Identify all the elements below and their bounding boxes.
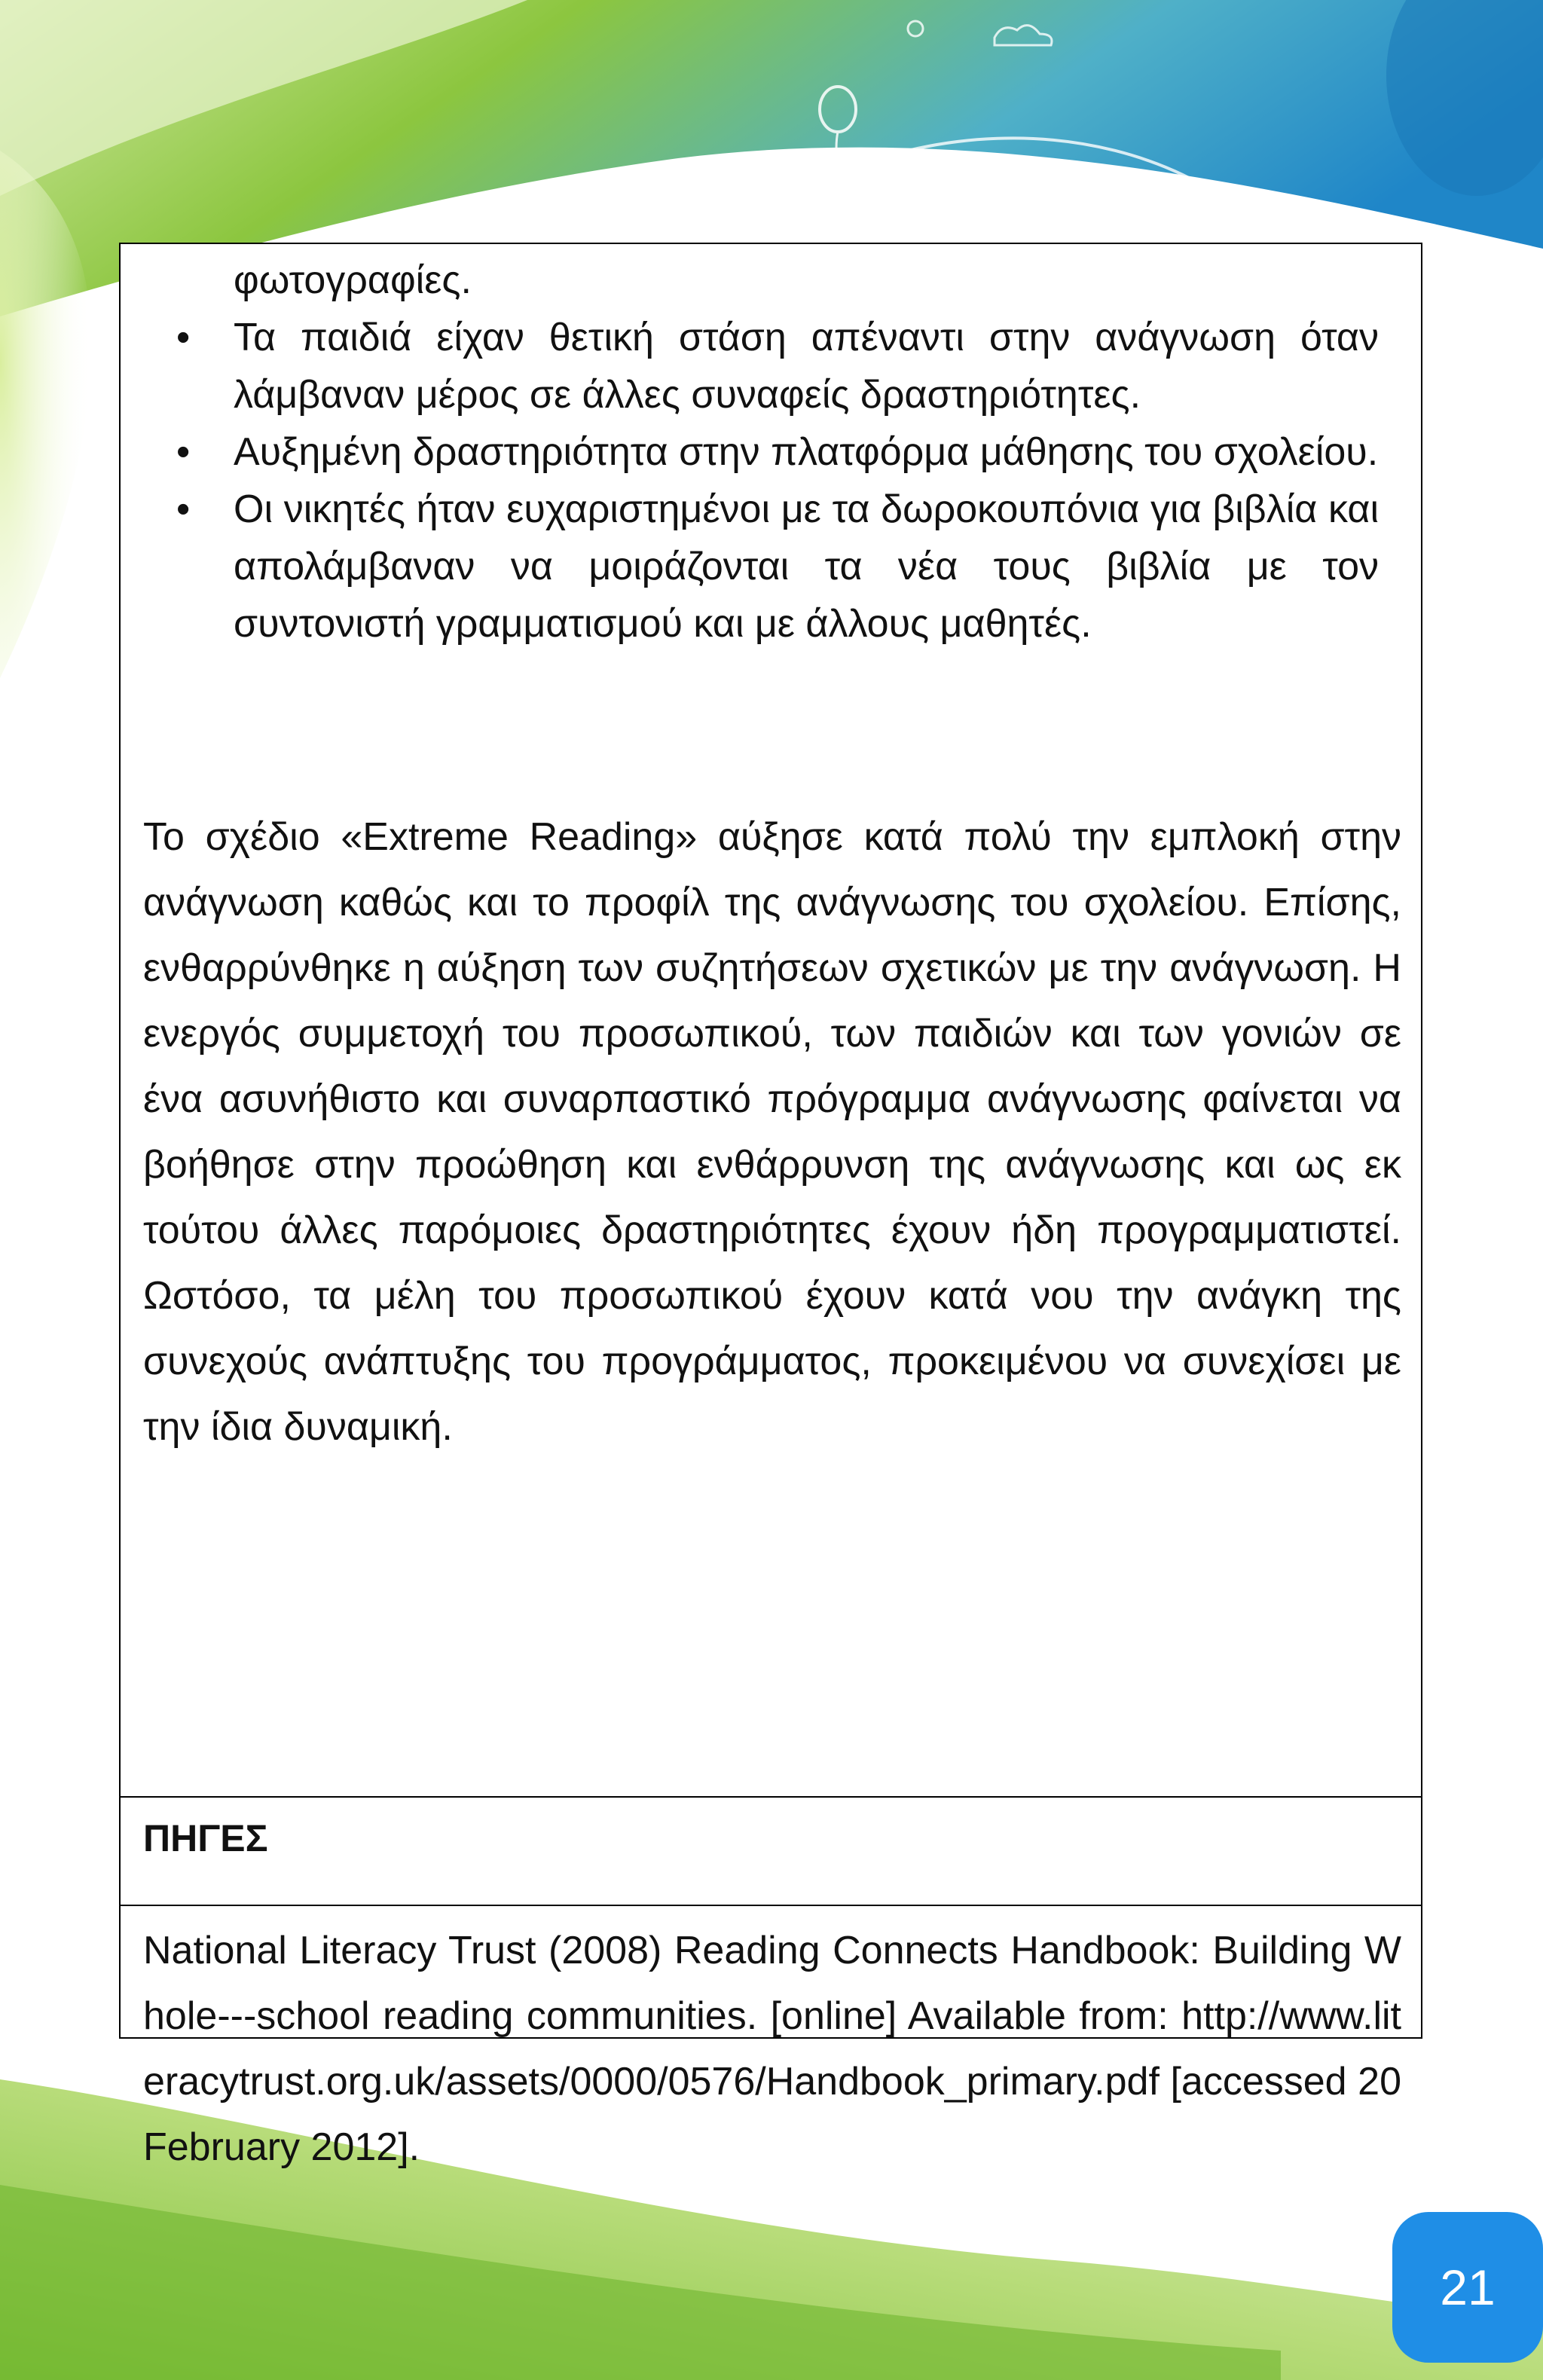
sources-heading: ΠΗΓΕΣ bbox=[143, 1817, 268, 1859]
bullet-list bbox=[166, 252, 1379, 652]
list-item: • Αυξημένη δραστηριότητα στην πλατφόρμα μάθησης του σχολείου. bbox=[166, 423, 1379, 481]
list-item: • Τα παιδιά είχαν θετική στάση απέναντι στην ανάγνωση όταν λάμβαναν μέρος σε άλλες συναφείς δραστηριότητες. bbox=[166, 309, 1379, 423]
reference-text: National Literacy Trust (2008) Reading Connects Handbook: Building Whole---school reading communities. [online] Available from: http://www.literacytrust.org.uk/assets/0000/0576/Handbook_primary.pdf [accessed 20 February 2012]. bbox=[143, 1929, 1401, 2169]
section-divider bbox=[121, 1796, 1421, 1798]
page-number-badge bbox=[1392, 2212, 1543, 2363]
list-item: φωτογραφίες. bbox=[234, 258, 472, 302]
section-divider bbox=[121, 1905, 1421, 1906]
list-item: • Οι νικητές ήταν ευχαριστημένοι με τα δωροκουπόνια για βιβλία και απολάμβαναν να μοιράζονται τα νέα τους βιβλία με τον συντονιστή γραμματισμού και με άλλους μαθητές. bbox=[166, 481, 1379, 652]
body-paragraph: Το σχέδιο «Extreme Reading» αύξησε κατά πολύ την εμπλοκή στην ανάγνωση καθώς και το προφίλ της ανάγνωσης του σχολείου. Επίσης, ενθαρρύνθηκε η αύξηση των συζητήσεων σχετικών με την ανάγνωση. Η ενεργός συμμετοχή του προσωπικού, των παιδιών και των γονιών σε ένα ασυνήθιστο και συναρπαστικό πρόγραμμα ανάγνωσης φαίνεται να βοήθησε στην προώθηση και ενθάρρυνση της ανάγνωσης και ως εκ τούτου άλλες παρόμοιες δραστηριότητες έχουν ήδη προγραμματιστεί. Ωστόσο, τα μέλη του προσωπικού έχουν κατά νου την ανάγκη της συνεχούς ανάπτυξης του προγράμματος, προκειμένου να συνεχίσει με την ίδια δυναμική. bbox=[143, 815, 1401, 1449]
page-number: 21 bbox=[1440, 2259, 1496, 2315]
content-box bbox=[119, 243, 1422, 2169]
